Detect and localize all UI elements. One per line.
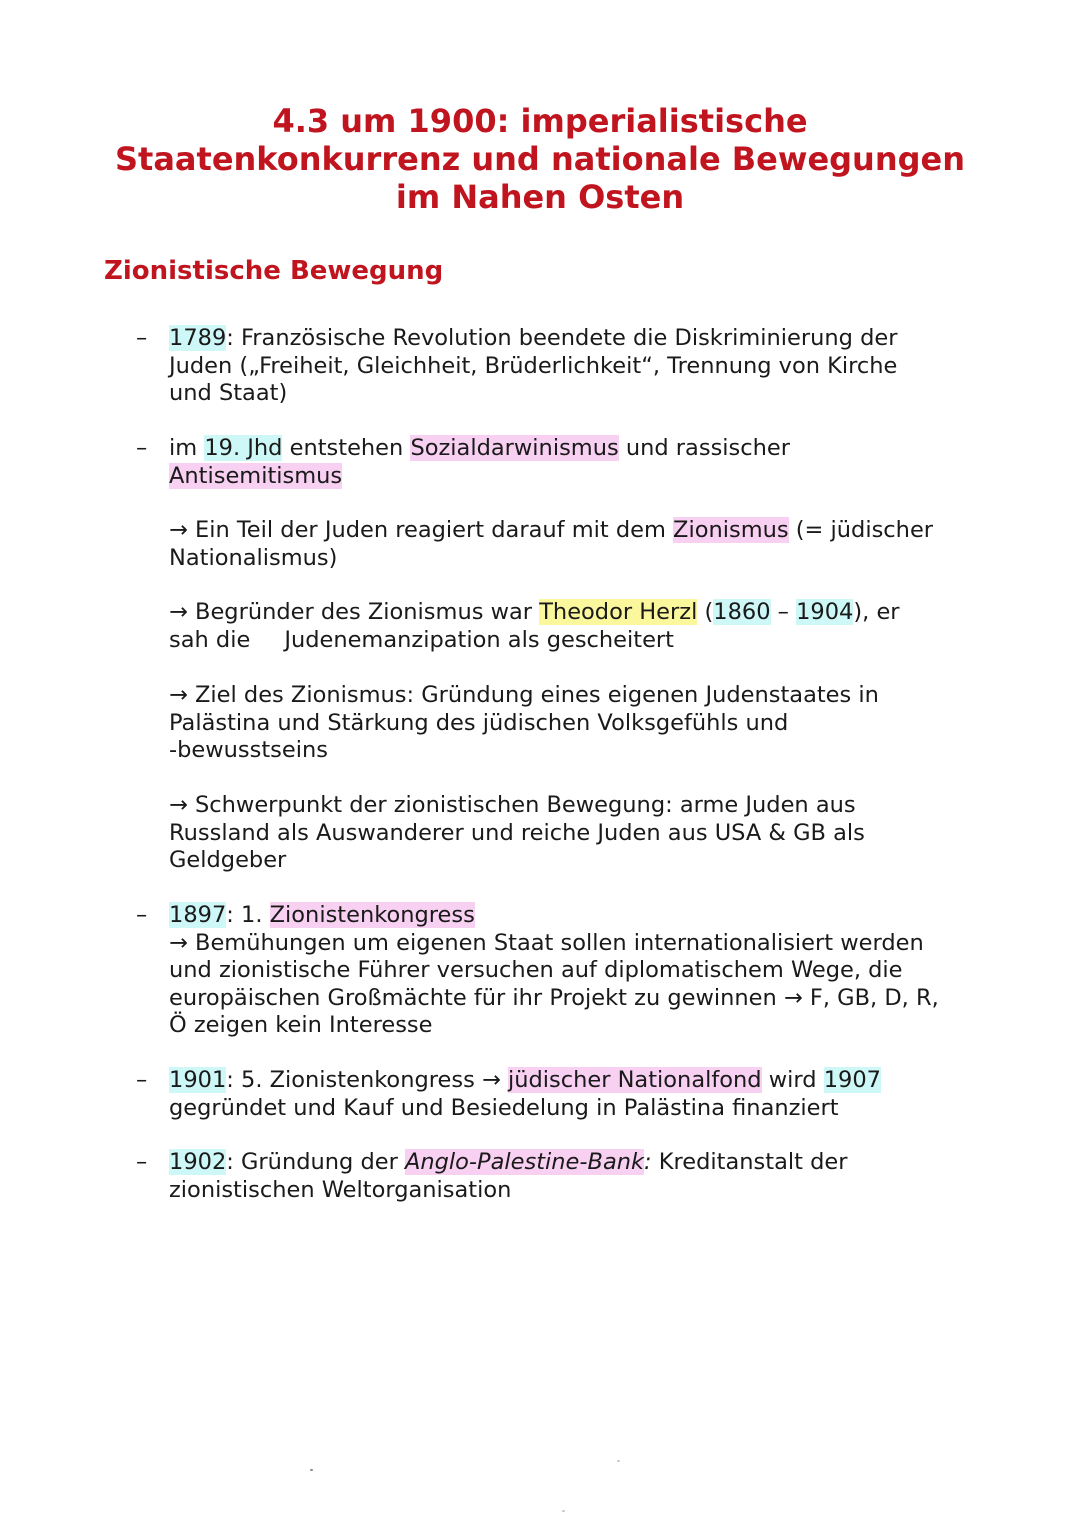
item-text: -bewusstseins (169, 737, 328, 763)
list-item-1789 (169, 325, 999, 408)
item-text: und rassischer (618, 435, 790, 461)
title-line-1: 4.3 um 1900: imperialistische (272, 102, 808, 140)
year-highlight: 1901 (169, 1067, 227, 1093)
list-item-1902 (169, 1149, 999, 1204)
item-text: ( (697, 599, 714, 625)
bullet-dash: – (136, 435, 148, 461)
item-text: im (169, 435, 205, 461)
year-highlight: 1860 (713, 599, 771, 625)
term-highlight: Antisemitismus (169, 462, 343, 489)
item-text: : Französische Revolution beendete die Diskriminierung der (226, 325, 898, 351)
section-heading: Zionistische Bewegung (104, 256, 444, 286)
item-text: entstehen (282, 435, 411, 461)
list-item-1897 (169, 902, 999, 1040)
item-text: ), er (853, 599, 900, 625)
page-title (60, 102, 1020, 216)
item-text: : 1. (226, 902, 270, 928)
item-text: wird (761, 1067, 824, 1093)
sub-paragraph-ziel (169, 682, 999, 765)
item-text: → Ein Teil der Juden reagiert darauf mit dem (169, 517, 674, 543)
item-text: – (770, 599, 797, 625)
sub-paragraph-herzl (169, 599, 999, 654)
sub-paragraph-schwerpunkt (169, 792, 999, 875)
item-text: Nationalismus) (169, 544, 338, 571)
scan-speck (617, 1460, 620, 1462)
sub-paragraph-zionismus (169, 517, 999, 572)
title-line-2: Staatenkonkurrenz und nationale Bewegungen (114, 140, 965, 178)
item-text: Palästina und Stärkung des jüdischen Volksgefühls und (169, 709, 789, 736)
list-item-1901 (169, 1067, 999, 1122)
item-text: Juden („Freiheit, Gleichheit, Brüderlichkeit“, Trennung von Kirche (169, 352, 898, 379)
year-highlight: 1897 (169, 902, 227, 928)
item-text: : Gründung der (226, 1149, 405, 1175)
bullet-dash: – (136, 1067, 148, 1093)
item-text: Judenemanzipation als gescheitert (284, 626, 675, 653)
name-highlight: Theodor Herzl (539, 599, 698, 625)
year-highlight: 1907 (823, 1067, 881, 1093)
item-text: und Staat) (169, 380, 288, 406)
item-text: Ö zeigen kein Interesse (169, 1012, 433, 1038)
item-text: zionistischen Weltorganisation (169, 1176, 512, 1203)
item-text: : (644, 1149, 652, 1175)
scan-speck (310, 1469, 313, 1471)
item-text: → Schwerpunkt der zionistischen Bewegung: arme Juden aus (169, 792, 856, 818)
item-text: europäischen Großmächte für ihr Projekt zu gewinnen → F, GB, D, R, (169, 984, 939, 1011)
bullet-dash: – (136, 325, 148, 351)
item-text: → Begründer des Zionismus war (169, 599, 540, 625)
term-highlight: Zionismus (673, 517, 789, 543)
item-text: sah die (169, 626, 251, 653)
item-text: gegründet und Kauf und Besiedelung in Palästina finanziert (169, 1094, 839, 1121)
scan-speck (562, 1510, 565, 1512)
item-text: und zionistische Führer versuchen auf diplomatischem Wege, die (169, 957, 903, 983)
year-highlight: 1789 (169, 325, 227, 351)
item-text: → Ziel des Zionismus: Gründung eines eigenen Judenstaates in (169, 682, 879, 708)
term-highlight: jüdischer Nationalfond (507, 1067, 762, 1093)
title-line-3: im Nahen Osten (395, 178, 685, 216)
bullet-dash: – (136, 902, 148, 928)
item-text: : 5. Zionistenkongress → (226, 1067, 508, 1093)
term-highlight: Sozialdarwinismus (410, 435, 619, 461)
century-highlight: 19. Jhd (204, 435, 283, 461)
term-highlight: Anglo-Palestine-Bank (404, 1149, 645, 1175)
year-highlight: 1904 (796, 599, 854, 625)
bullet-dash: – (136, 1149, 148, 1175)
term-highlight: Zionistenkongress (269, 902, 475, 928)
item-text: (= jüdischer (788, 517, 934, 543)
year-highlight: 1902 (169, 1149, 227, 1175)
item-text: → Bemühungen um eigenen Staat sollen internationalisiert werden (169, 929, 924, 956)
item-text: Geldgeber (169, 847, 287, 873)
item-text: Kreditanstalt der (651, 1149, 848, 1175)
item-text: Russland als Auswanderer und reiche Juden aus USA & GB als (169, 819, 865, 846)
list-item-19-jhd (169, 435, 999, 490)
